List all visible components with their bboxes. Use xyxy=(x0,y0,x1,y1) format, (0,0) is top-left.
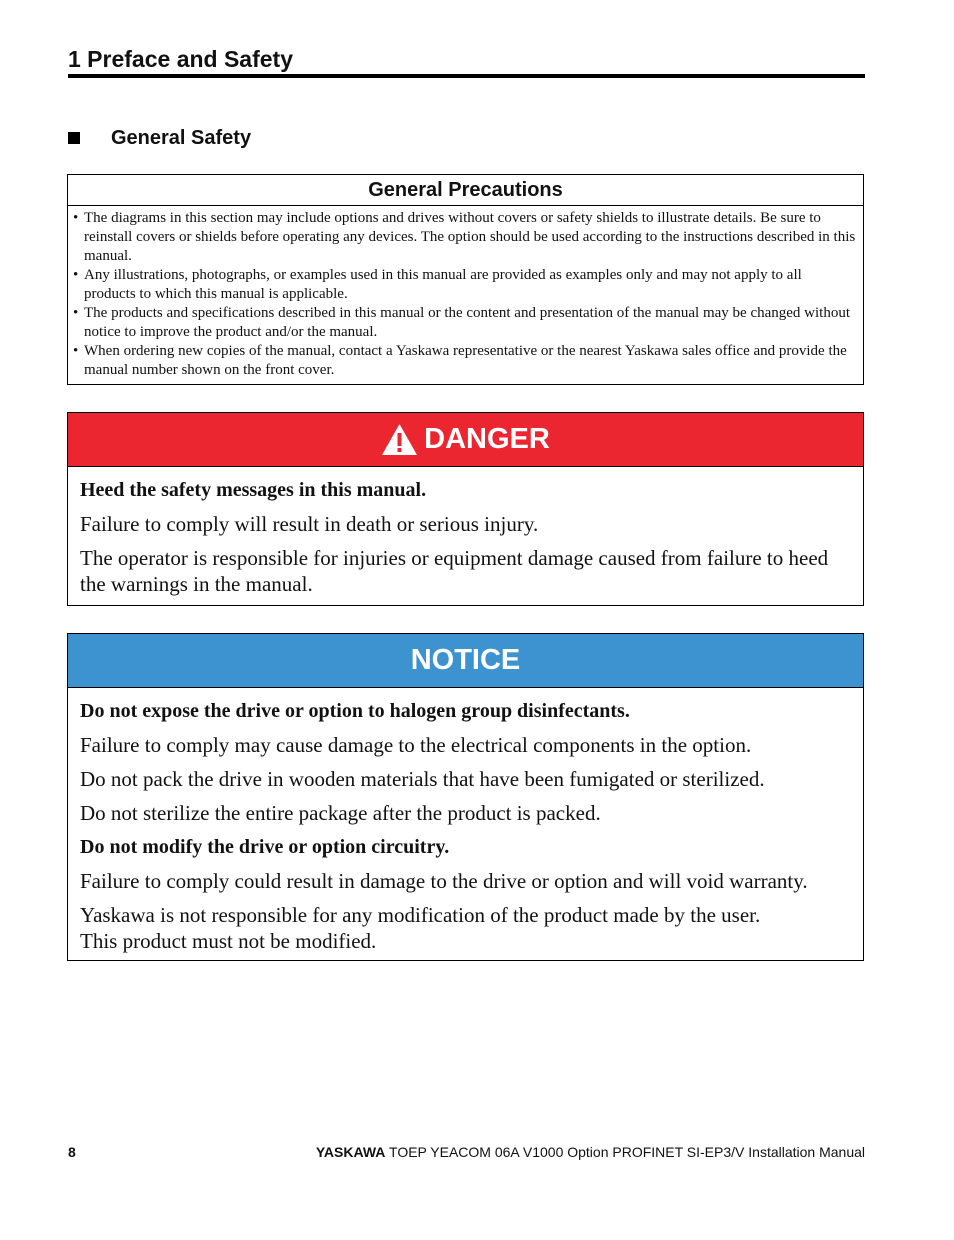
list-item-text: Any illustrations, photographs, or examples used in this manual are provided as examples only and may not apply to all products to which this manual is applicable. xyxy=(84,267,802,302)
list-item xyxy=(73,304,857,342)
danger-text: The operator is responsible for injuries or equipment damage caused from failure to heed the warnings in the manual. xyxy=(80,546,829,596)
page-footer xyxy=(68,1141,865,1163)
footer-title-text: TOEP YEACOM 06A V1000 Option PROFINET SI-EP3/V Installation Manual xyxy=(385,1144,865,1160)
section-title: General Safety xyxy=(111,127,252,149)
notice-text: Failure to comply could result in damage to the drive or option and will void warranty. xyxy=(80,869,808,893)
bullet-icon: • xyxy=(73,210,79,226)
danger-heading: Heed the safety messages in this manual. xyxy=(80,479,427,501)
danger-text: Failure to comply will result in death or serious injury. xyxy=(80,512,539,536)
precautions-title: General Precautions xyxy=(68,175,863,206)
general-precautions-box xyxy=(67,174,864,385)
list-item-text: When ordering new copies of the manual, contact a Yaskawa representative or the nearest Yaskawa sales office and provide the manual number shown on the front cover. xyxy=(84,343,847,378)
bullet-icon: • xyxy=(73,267,79,283)
precautions-list xyxy=(68,206,863,380)
notice-text: Do not sterilize the entire package after the product is packed. xyxy=(80,801,601,825)
list-item xyxy=(73,209,857,266)
section-heading xyxy=(68,124,251,152)
square-bullet-icon xyxy=(68,132,80,144)
notice-text: This product must not be modified. xyxy=(80,929,377,953)
notice-box xyxy=(67,633,864,961)
list-item xyxy=(73,266,857,304)
page-number: 8 xyxy=(68,1144,76,1160)
warning-triangle-icon xyxy=(381,423,418,456)
notice-heading: Do not expose the drive or option to halogen group disinfectants. xyxy=(80,700,630,722)
danger-label: DANGER xyxy=(424,423,550,455)
bullet-icon: • xyxy=(73,305,79,321)
notice-heading: Do not modify the drive or option circuitry. xyxy=(80,836,450,858)
bullet-icon: • xyxy=(73,343,79,359)
notice-text: Do not pack the drive in wooden materials that have been fumigated or sterilized. xyxy=(80,767,765,791)
chapter-title: 1 Preface and Safety xyxy=(68,46,294,72)
danger-box xyxy=(67,412,864,606)
danger-banner xyxy=(68,413,863,467)
notice-banner xyxy=(68,634,863,688)
footer-brand: YASKAWA xyxy=(315,1144,386,1160)
list-item-text: The products and specifications described in this manual or the content and presentation of the manual may be changed without notice to improve the product and/or the manual. xyxy=(84,305,851,340)
footer-doc-title xyxy=(316,1141,865,1163)
danger-content xyxy=(68,467,863,597)
list-item-text: The diagrams in this section may include options and drives without covers or safety shields to illustrate details. Be sure to reinstall covers or shields before operating any devices. The option should be used according to the instructions described in this manual. xyxy=(84,210,856,264)
notice-text: Failure to comply may cause damage to the electrical components in the option. xyxy=(80,733,752,757)
chapter-header xyxy=(68,44,865,78)
list-item xyxy=(73,342,857,380)
notice-text: Yaskawa is not responsible for any modification of the product made by the user. xyxy=(80,903,761,927)
notice-content xyxy=(68,688,863,954)
notice-label: NOTICE xyxy=(410,644,521,676)
